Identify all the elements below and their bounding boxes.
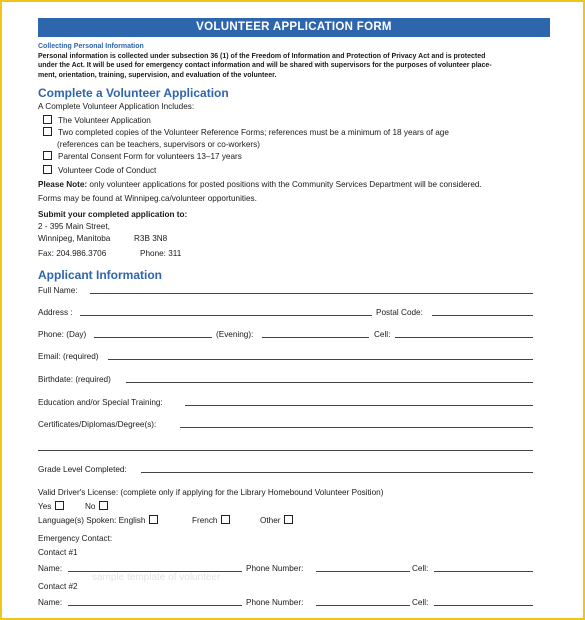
- cell-field[interactable]: [395, 337, 533, 338]
- contact-2-name-label: Name:: [38, 598, 63, 607]
- applicant-heading: Applicant Information: [38, 268, 162, 282]
- submit-address-1: 2 - 395 Main Street,: [38, 222, 110, 231]
- education-field[interactable]: [185, 405, 533, 406]
- address-label: Address :: [38, 308, 73, 317]
- form-title-banner: VOLUNTEER APPLICATION FORM: [38, 18, 550, 37]
- submit-fax: Fax: 204.986.3706: [38, 249, 107, 258]
- collecting-line-1: Personal information is collected under subsection 36 (1) of the Freedom of Information and Protection of Privacy Act and is protected: [38, 52, 486, 60]
- languages-french: French: [192, 516, 230, 525]
- full-name-label: Full Name:: [38, 286, 78, 295]
- watermark-text: sample template of volunteer: [92, 572, 221, 583]
- french-checkbox-icon[interactable]: [221, 515, 230, 524]
- contact-1-cell-field[interactable]: [434, 571, 533, 572]
- cell-label: Cell:: [374, 330, 391, 339]
- emergency-contact-label: Emergency Contact:: [38, 534, 113, 543]
- email-field[interactable]: [108, 359, 533, 360]
- phone-evening-label: (Evening):: [216, 330, 254, 339]
- collecting-line-3: ment, orientation, training, supervision, and evaluation of the volunteer.: [38, 71, 277, 79]
- languages-english: Language(s) Spoken: English: [38, 516, 158, 525]
- submit-phone: Phone: 311: [140, 249, 182, 258]
- submit-heading: Submit your completed application to:: [38, 210, 188, 219]
- english-checkbox-icon[interactable]: [149, 515, 158, 524]
- checkbox-icon[interactable]: [43, 115, 52, 124]
- email-label: Email: (required): [38, 352, 99, 361]
- collecting-line-2: under the Act. It will be used for emergency contact information and will be shared with supervisors for the purposes of volunteer place-: [38, 62, 492, 69]
- contact-2-cell-field[interactable]: [434, 605, 533, 606]
- education-label: Education and/or Special Training:: [38, 398, 163, 407]
- contact-1-phone-label: Phone Number:: [246, 564, 304, 573]
- checkbox-icon[interactable]: [43, 165, 52, 174]
- birthdate-label: Birthdate: (required): [38, 375, 111, 384]
- checkbox-icon[interactable]: [43, 127, 52, 136]
- languages-other: Other: [260, 516, 293, 525]
- full-name-field[interactable]: [90, 293, 533, 294]
- collecting-heading: Collecting Personal Information: [38, 43, 144, 50]
- drivers-yes: Yes: [38, 502, 64, 511]
- postal-code-label: Postal Code:: [376, 308, 423, 317]
- grade-field[interactable]: [141, 472, 533, 473]
- phone-day-label: Phone: (Day): [38, 330, 87, 339]
- checklist-item-references: Two completed copies of the Volunteer Reference Forms; references must be a minimum of 18 years of age: [43, 128, 449, 137]
- birthdate-field[interactable]: [126, 382, 533, 383]
- contact-1-name-label: Name:: [38, 564, 63, 573]
- drivers-license-label: Valid Driver's License: (complete only if applying for the Library Homebound Volunteer Position): [38, 488, 384, 497]
- contact-2-name-field[interactable]: [68, 605, 242, 606]
- complete-heading: Complete a Volunteer Application: [38, 86, 229, 100]
- address-field[interactable]: [80, 315, 372, 316]
- submit-postal: R3B 3N8: [134, 234, 168, 243]
- no-checkbox-icon[interactable]: [99, 501, 108, 510]
- certificates-field-line-2[interactable]: [38, 450, 533, 451]
- yes-checkbox-icon[interactable]: [55, 501, 64, 510]
- please-note: Please Note: only volunteer applications for posted positions with the Community Services Department will be considered.: [38, 180, 482, 189]
- forms-location: Forms may be found at Winnipeg.ca/volunteer opportunities.: [38, 194, 257, 203]
- contact-2-label: Contact #2: [38, 582, 78, 591]
- checklist-item-code-of-conduct: Volunteer Code of Conduct: [43, 166, 156, 175]
- contact-2-cell-label: Cell:: [412, 598, 429, 607]
- checklist-item-consent: Parental Consent Form for volunteers 13–17 years: [43, 152, 242, 161]
- phone-evening-field[interactable]: [262, 337, 369, 338]
- contact-1-cell-label: Cell:: [412, 564, 429, 573]
- grade-label: Grade Level Completed:: [38, 465, 127, 474]
- checklist-item-application: The Volunteer Application: [43, 116, 151, 125]
- complete-intro: A Complete Volunteer Application Includes:: [38, 102, 195, 111]
- contact-1-phone-field[interactable]: [316, 571, 410, 572]
- contact-2-phone-label: Phone Number:: [246, 598, 304, 607]
- postal-code-field[interactable]: [432, 315, 533, 316]
- certificates-field[interactable]: [180, 427, 533, 428]
- contact-2-phone-field[interactable]: [316, 605, 410, 606]
- contact-1-label: Contact #1: [38, 548, 78, 557]
- submit-address-2: Winnipeg, Manitoba: [38, 234, 111, 243]
- other-checkbox-icon[interactable]: [284, 515, 293, 524]
- checkbox-icon[interactable]: [43, 151, 52, 160]
- certificates-label: Certificates/Diplomas/Degree(s):: [38, 420, 157, 429]
- drivers-no: No: [85, 502, 108, 511]
- phone-day-field[interactable]: [94, 337, 212, 338]
- checklist-item-references-cont: (references can be teachers, supervisors or co-workers): [57, 140, 260, 149]
